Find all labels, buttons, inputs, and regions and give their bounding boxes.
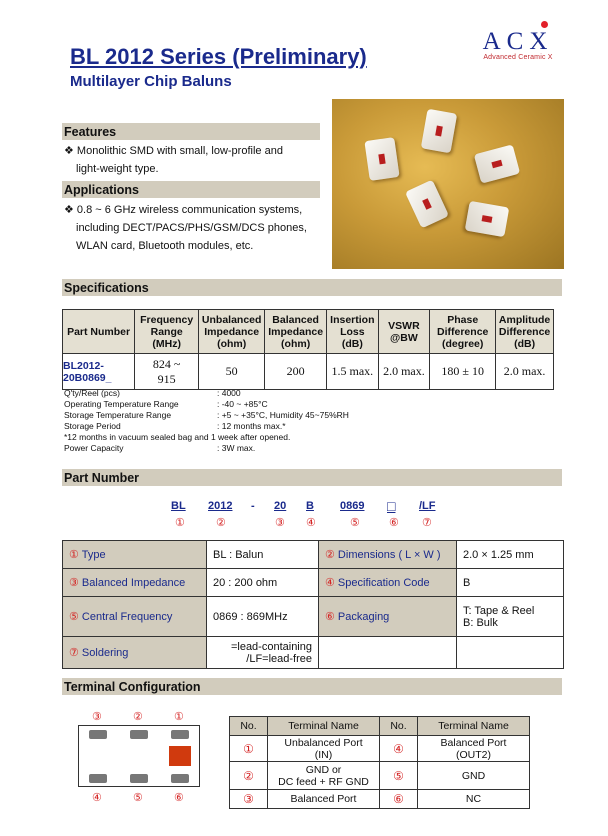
page-title: BL 2012 Series (Preliminary) — [70, 44, 367, 69]
applications-line: ❖ 0.8 ~ 6 GHz wireless communication systems, — [64, 204, 303, 216]
diagram-pin-label: ③ — [92, 711, 102, 723]
pn-index: ⑥ — [389, 517, 399, 529]
spec-amp-value: 2.0 max. — [496, 354, 554, 390]
applications-text — [64, 201, 307, 255]
spec-header-phase: Phase Difference (degree) — [430, 310, 496, 354]
pn-value: T: Tape & Reel B: Bulk — [457, 597, 564, 637]
spec-part-number: BL2012- 20B0869_ — [63, 354, 135, 390]
terminal-no: ① — [230, 736, 268, 762]
table-row — [63, 354, 554, 390]
part-number-table — [62, 540, 564, 669]
terminal-header-no: No. — [380, 717, 418, 736]
pn-value: 20 : 200 ohm — [207, 569, 319, 597]
pn-label: ① Type — [63, 541, 207, 569]
terminal-no: ② — [230, 762, 268, 790]
terminal-diagram — [72, 710, 212, 810]
terminal-name: Balanced Port (OUT2) — [418, 736, 530, 762]
applications-line: WLAN card, Bluetooth modules, etc. — [76, 240, 254, 252]
pn-value: =lead-containing /LF=lead-free — [207, 637, 319, 669]
applications-heading: Applications — [62, 181, 320, 198]
terminal-name: Balanced Port — [268, 790, 380, 809]
pn-value: B — [457, 569, 564, 597]
pn-code-segment: 20 — [274, 500, 287, 512]
pn-label: ⑦ Soldering — [63, 637, 207, 669]
note-row: Operating Temperature Range : -40 ~ +85°C — [64, 399, 268, 409]
pn-label: ⑥ Packaging — [319, 597, 457, 637]
spec-header-il: Insertion Loss (dB) — [327, 310, 379, 354]
chip-image — [474, 144, 520, 183]
table-row — [230, 736, 530, 762]
orientation-mark-icon — [169, 746, 191, 766]
pad-pin6 — [171, 774, 189, 783]
pad-pin2 — [130, 730, 148, 739]
pn-value: BL : Balun — [207, 541, 319, 569]
spec-vswr-value: 2.0 max. — [378, 354, 430, 390]
table-row — [63, 637, 564, 669]
note-row: Q'ty/Reel (pcs) : 4000 — [64, 388, 241, 398]
terminal-name: Unbalanced Port (IN) — [268, 736, 380, 762]
spec-bal-value: 200 — [265, 354, 327, 390]
pn-label: ② Dimensions ( L × W ) — [319, 541, 457, 569]
pn-code-segment: BL — [171, 500, 186, 512]
pn-value: 2.0 × 1.25 mm — [457, 541, 564, 569]
pn-code-segment: - — [251, 500, 255, 512]
pn-label: ⑤ Central Frequency — [63, 597, 207, 637]
pn-label: ④ Specification Code — [319, 569, 457, 597]
logo-dot-icon — [541, 21, 548, 28]
table-row — [63, 569, 564, 597]
brand-logo — [478, 28, 558, 61]
features-line: ❖ Monolithic SMD with small, low-profile and — [64, 145, 283, 157]
diagram-pin-label: ② — [133, 711, 143, 723]
pn-code-segment: 0869 — [340, 500, 365, 512]
chip-image — [405, 180, 449, 229]
pn-code-box-icon: □ — [387, 498, 396, 514]
specifications-table — [62, 309, 554, 390]
table-row — [63, 541, 564, 569]
chip-outline — [78, 725, 200, 787]
pn-code-segment: /LF — [419, 500, 436, 512]
spec-header-part: Part Number — [63, 310, 135, 354]
spec-phase-value: 180 ± 10 — [430, 354, 496, 390]
pn-empty — [319, 637, 457, 669]
spec-notes — [64, 388, 349, 454]
terminal-no: ④ — [380, 736, 418, 762]
terminal-no: ⑥ — [380, 790, 418, 809]
pn-index: ⑤ — [350, 517, 360, 529]
features-heading: Features — [62, 123, 320, 140]
terminal-heading: Terminal Configuration — [62, 678, 562, 695]
diagram-pin-label: ⑤ — [133, 792, 143, 804]
spec-header-amp: Amplitude Difference (dB) — [496, 310, 554, 354]
pn-code-segment: B — [306, 500, 314, 512]
pn-label: ③ Balanced Impedance — [63, 569, 207, 597]
diagram-pin-label: ④ — [92, 792, 102, 804]
spec-il-value: 1.5 max. — [327, 354, 379, 390]
terminal-table — [229, 716, 530, 809]
terminal-header-name: Terminal Name — [268, 717, 380, 736]
pn-value: 0869 : 869MHz — [207, 597, 319, 637]
part-number-code — [0, 500, 608, 532]
pad-pin1 — [171, 730, 189, 739]
terminal-name: NC — [418, 790, 530, 809]
product-photo — [332, 99, 564, 269]
pn-index: ③ — [275, 517, 285, 529]
spec-unbal-value: 50 — [199, 354, 265, 390]
pad-pin4 — [89, 774, 107, 783]
terminal-header-name: Terminal Name — [418, 717, 530, 736]
specifications-heading: Specifications — [62, 279, 562, 296]
pad-pin5 — [130, 774, 148, 783]
pn-code-segment: 2012 — [208, 500, 233, 512]
features-text — [64, 142, 283, 178]
note-row: Storage Period : 12 months max.* — [64, 421, 286, 431]
features-line: light-weight type. — [76, 163, 159, 175]
spec-freq-value: 824 ~ 915 — [135, 354, 199, 390]
table-row — [230, 790, 530, 809]
terminal-no: ③ — [230, 790, 268, 809]
diagram-pin-label: ⑥ — [174, 792, 184, 804]
pn-index: ⑦ — [422, 517, 432, 529]
terminal-header-no: No. — [230, 717, 268, 736]
logo-text: ACX — [482, 28, 554, 55]
page-subtitle: Multilayer Chip Baluns — [70, 73, 232, 90]
chip-image — [364, 137, 399, 181]
pn-index: ① — [175, 517, 185, 529]
applications-line: including DECT/PACS/PHS/GSM/DCS phones, — [76, 222, 307, 234]
pad-pin3 — [89, 730, 107, 739]
chip-image — [421, 109, 457, 154]
logo-subtext: Advanced Ceramic X — [483, 54, 553, 61]
note-row: Storage Temperature Range : +5 ~ +35°C, Humidity 45~75%RH — [64, 410, 349, 420]
spec-header-unbal: Unbalanced Impedance (ohm) — [199, 310, 265, 354]
spec-header-bal: Balanced Impedance (ohm) — [265, 310, 327, 354]
table-row — [230, 762, 530, 790]
note-row: *12 months in vacuum sealed bag and 1 week after opened. — [64, 432, 291, 442]
terminal-name: GND — [418, 762, 530, 790]
part-number-heading: Part Number — [62, 469, 562, 486]
chip-image — [465, 201, 510, 237]
pn-empty — [457, 637, 564, 669]
diagram-pin-label: ① — [174, 711, 184, 723]
spec-header-vswr: VSWR @BW — [378, 310, 430, 354]
terminal-name: GND or DC feed + RF GND — [268, 762, 380, 790]
terminal-no: ⑤ — [380, 762, 418, 790]
spec-header-freq: Frequency Range (MHz) — [135, 310, 199, 354]
note-row: Power Capacity : 3W max. — [64, 443, 256, 453]
pn-index: ② — [216, 517, 226, 529]
table-row — [63, 597, 564, 637]
pn-index: ④ — [306, 517, 316, 529]
